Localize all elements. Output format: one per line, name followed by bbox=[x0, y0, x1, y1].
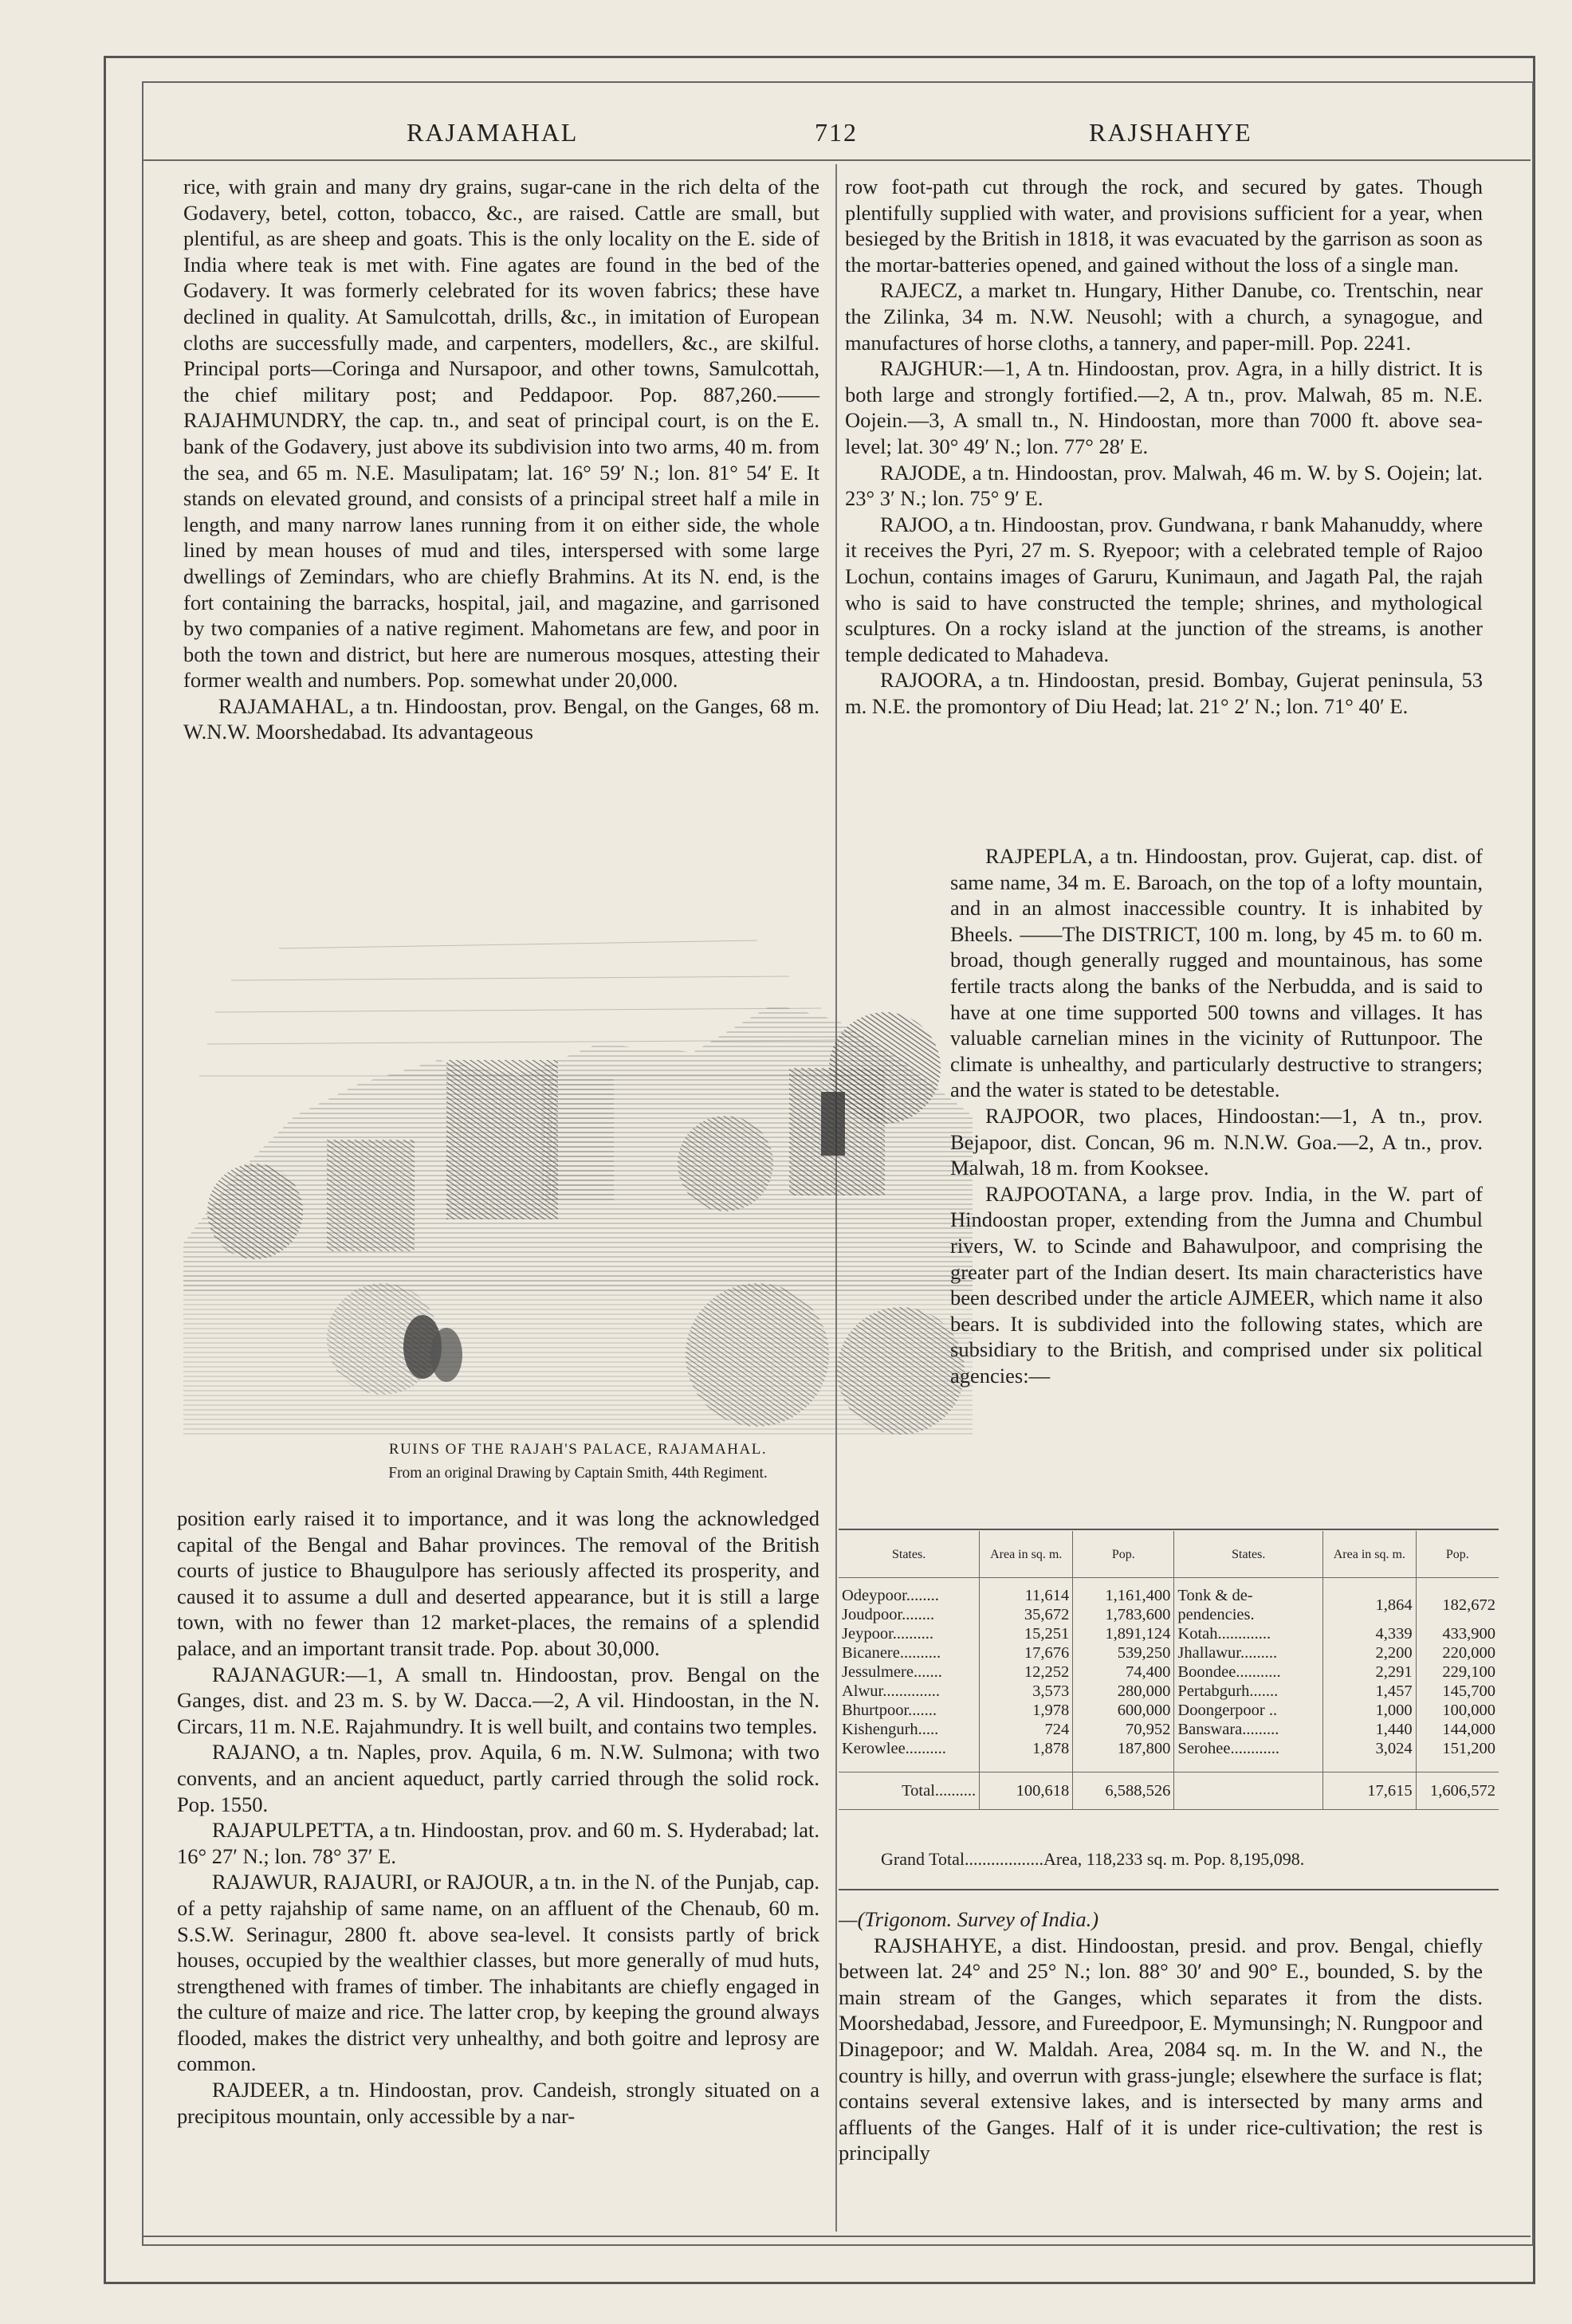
running-head-left: RAJAMAHAL bbox=[407, 118, 579, 147]
entry-rajoo: RAJOO, a tn. Hindoostan, prov. Gundwana, r bank Mahanuddy, where it receives the Pyri, 27 m. S. Ryepoor; with a celebrated temple of Rajoo Lochun, contains images of Garuru, Kunimaun, and Jagath Pal, the rajah who is said to have constructed the temple; shrines, and mythological sculptures. On a rocky island at the junction of the streams, is another temple dedicated to Mahadeva. bbox=[845, 512, 1483, 666]
entry-rajghur: RAJGHUR:—1, A tn. Hindoostan, prov. Agra, in a hilly district. It is both large and strongly fortified.—2, A tn., prov. Malwah, 85 m. N.E. Oojein.—3, A small tn., N. Hindoostan, more than 7000 ft. above sea-level; lat. 30° 49′ N.; lon. 77° 28′ E. bbox=[845, 356, 1483, 458]
entry-rajano: RAJANO, a tn. Naples, prov. Aquila, 6 m. N.W. Sulmona; with two convents, and an ancient aqueduct, partly carried through the solid rock. Pop. 1550. bbox=[177, 1740, 819, 1816]
entry-rajpepla: RAJPEPLA, a tn. Hindoostan, prov. Gujerat, cap. dist. of same name, 34 m. E. Baroach, on the top of a lofty mountain, and in an almost inaccessible country. It is inhabited by Bheels. ——The DISTRICT, 100 m. long, by 45 m. to 60 m. broad, though generally rugged and mountainous, has some fertile tracts along the banks of the Nerbudda, and is said to have at one time supported 500 towns and villages. It has valuable carnelian mines in the vicinity of Ruttunpoor. The climate is unhealthy, and particularly destructive to strangers; and the water is stated to be detestable. bbox=[950, 844, 1483, 1102]
left-column-bottom bbox=[177, 1505, 819, 2129]
grand-total: Grand Total..................Area, 118,233 sq. m. Pop. 8,195,098. bbox=[881, 1849, 1305, 1869]
paragraph: row foot-path cut through the rock, and secured by gates. Though plentifully supplied with water, and provisions sufficient for a year, when besieged by the British in 1818, it was evacuated by the garrison as soon as the mortar-batteries opened, and gained without the loss of a single man. bbox=[845, 175, 1483, 277]
entry-rajdeer: RAJDEER, a tn. Hindoostan, prov. Candeish, strongly situated on a precipitous mountain, only accessible by a nar- bbox=[177, 2078, 819, 2128]
caption-title: RUINS OF THE RAJAH'S PALACE, RAJAMAHAL. bbox=[388, 1441, 768, 1458]
entry-rajawur: RAJAWUR, RAJAURI, or RAJOUR, a tn. in the N. of the Punjab, cap. of a petty rajahship of same name, on an affluent of the Chenaub, 60 m. S.S.W. Serinagur, 2800 ft. above sea-level. It consists partly of brick houses, occupied by the wealthier classes, but more generally of mud huts, strengthened with frames of timber. The inhabitants are chiefly engaged in the culture of maize and rice. The latter crop, by keeping the ground always flooded, makes the district very unhealthy, and both goitre and leprosy are common. bbox=[177, 1870, 819, 2076]
table-cell: 1,864 4,339 2,200 2,291 1,457 1,000 1,440 3,024 bbox=[1323, 1586, 1417, 1758]
table-cell bbox=[1174, 1772, 1323, 1810]
total-label: Total.......... bbox=[839, 1772, 980, 1810]
entry-rajode: RAJODE, a tn. Hindoostan, prov. Malwah, 46 m. W. by S. Oojein; lat. 23° 3′ N.; lon. 75° 9′ E. bbox=[845, 460, 1483, 511]
header-rule bbox=[142, 159, 1531, 161]
footer-rule bbox=[142, 2236, 1531, 2237]
table-header: Area in sq. m. bbox=[980, 1531, 1073, 1578]
right-column-middle bbox=[950, 843, 1483, 1388]
column-rule-lower bbox=[835, 1502, 837, 2232]
table-cell: Tonk & de- pendencies. Kotah............. Jhallawur......... Boondee........... Pertabgurh....... Doongerpoor .. Banswara......... Serohee............ bbox=[1174, 1586, 1323, 1758]
total-right-pop: 1,606,572 bbox=[1416, 1772, 1499, 1810]
table-cell: Odeypoor........ Joudpoor........ Jeypoor.......... Bicanere.......... Jessulmere....... Alwur.............. Bhurtpoor....... Kishengurh..... Kerowlee.......... bbox=[842, 1586, 946, 1757]
entry-rajapulpetta: RAJAPULPETTA, a tn. Hindoostan, prov. and 60 m. S. Hyderabad; lat. 16° 27′ N.; lon. 78° 37′ E. bbox=[177, 1818, 819, 1868]
caption-credit: From an original Drawing by Captain Smith, 44th Regiment. bbox=[388, 1465, 768, 1482]
table-cell: 182,672 433,900 220,000 229,100 145,700 100,000 144,000 151,200 bbox=[1416, 1586, 1499, 1758]
table-header: Area in sq. m. bbox=[1323, 1531, 1417, 1578]
total-right-area: 17,615 bbox=[1323, 1772, 1417, 1810]
right-column-bottom bbox=[839, 1906, 1483, 2166]
running-head-right: RAJSHAHYE bbox=[1089, 118, 1252, 147]
table-cell: 1,161,400 1,783,600 1,891,124 539,250 74,400 280,000 600,000 70,952 187,800 bbox=[1073, 1586, 1174, 1758]
table-cell: 11,614 35,672 15,251 17,676 12,252 3,573 1,978 724 1,878 bbox=[980, 1586, 1073, 1758]
table-bottom-rule bbox=[839, 1889, 1499, 1890]
entry-rajecz: RAJECZ, a market tn. Hungary, Hither Danube, co. Trentschin, near the Zilinka, 34 m. N.W. Neusohl; with a church, a synagogue, and manufactures of horse cloths, a tannery, and paper-mill. Pop. 2241. bbox=[845, 278, 1483, 355]
left-column-top bbox=[183, 174, 819, 745]
table-header: Pop. bbox=[1416, 1531, 1499, 1578]
engraving-ruins-rajah-palace bbox=[183, 877, 973, 1435]
total-left-pop: 6,588,526 bbox=[1073, 1772, 1174, 1810]
entry-rajamahal: RAJAMAHAL, a tn. Hindoostan, prov. Bengal, on the Ganges, 68 m. W.N.W. Moorshedabad. Its advantageous bbox=[183, 693, 819, 744]
entry-rajpootana: RAJPOOTANA, a large prov. India, in the W. part of Hindoostan proper, extending from the Jumna and Chumbul rivers, W. to Scinde and Bahawulpoor, and comprising the greater part of the Indian desert. Its main characteristics have been described under the article AJMEER, which name it also bears. It is subdivided into the following states, which are subsidiary to the British, and comprised under six political agencies:— bbox=[950, 1181, 1483, 1388]
entry-rajanagur: RAJANAGUR:—1, A small tn. Hindoostan, prov. Bengal on the Ganges, dist. and 23 m. S. by W. Dacca.—2, A vil. Hindoostan, in the N. Circars, 11 m. N.E. Rajahmundry. It is well built, and contains two temples. bbox=[177, 1662, 819, 1738]
entry-rajoora: RAJOORA, a tn. Hindoostan, presid. Bombay, Gujerat peninsula, 53 m. N.E. the promontory of Diu Head; lat. 21° 2′ N.; lon. 71° 40′ E. bbox=[845, 668, 1483, 718]
table-header: States. bbox=[1174, 1531, 1323, 1578]
source-note: —(Trigonom. Survey of India.) bbox=[839, 1907, 1099, 1931]
paragraph: position early raised it to importance, and it was long the acknowledged capital of the Bengal and Bahar provinces. The removal of the British courts of justice to Bhaugulpore has seriously affected its prosperity, and caused it to assume a dull and deserted appearance, but it is still a large town, with no fewer than 12 market-places, the remains of a splendid palace, and an important transit trade. Pop. about 30,000. bbox=[177, 1506, 819, 1660]
right-column-top bbox=[845, 174, 1483, 719]
entry-rajpoor: RAJPOOR, two places, Hindoostan:—1, A tn., prov. Bejapoor, dist. Concan, 96 m. N.N.W. Goa.—2, A tn., prov. Malwah, 18 m. from Kooksee. bbox=[950, 1103, 1483, 1180]
entry-rajshahye: RAJSHAHYE, a dist. Hindoostan, presid. and prov. Bengal, chiefly between lat. 24° and 25° N.; lon. 88° 30′ and 90° E., bounded, S. by the main stream of the Ganges, which separates it from the dists. Moorshedabad, Jessore, and Fureedpoor, E. Mymunsingh; N. Rungpoor and Dinagepoor; and W. Maldah. Area, 2084 sq. m. In the W. and N., the country is hilly, and overrun with grass-jungle; elsewhere the surface is flat; contains several extensive lakes, and is intersected by many arms and affluents of the Ganges. Half of it is under rice-cultivation; the rest is principally bbox=[839, 1933, 1483, 2165]
table-header: States. bbox=[839, 1531, 980, 1578]
page-number: 712 bbox=[815, 118, 858, 147]
paragraph: rice, with grain and many dry grains, sugar-cane in the rich delta of the Godavery, betel, cotton, tobacco, &c., are raised. Cattle are small, but plentiful, as are sheep and goats. This is the only locality on the E. side of India where teak is met with. Fine agates are found in the bed of the Godavery. It was formerly celebrated for its woven fabrics; these have declined in quality. At Samulcottah, drills, &c., in imitation of European cloths are successfully made, and carpenters, modellers, &c., are skilful. Principal ports—Coringa and Nursapoor, and other towns, Samulcottah, the chief military post; and Peddapoor. Pop. 887,260.——RAJAHMUNDRY, the cap. tn., and seat of principal court, is on the E. bank of the Godavery, just above its subdivision into two arms, 40 m. from the sea, and 65 m. N.E. Masulipatam; lat. 16° 59′ N.; lon. 81° 54′ E. It stands on elevated ground, and consists of a principal street half a mile in length, and many narrow lanes running from it on either side, the whole lined by mean houses of mud and tiles, interspersed with some large dwellings of Zemindars, who are chiefly Brahmins. At its N. end, is the fort containing the barracks, hospital, jail, and magazine, and garrisoned by two companies of a native regiment. Mahometans are few, and poor in both the town and district, but here are numerous mosques, attesting their former wealth and numbers. Pop. somewhat under 20,000. bbox=[183, 175, 819, 693]
states-table bbox=[839, 1531, 1499, 1810]
table-header: Pop. bbox=[1073, 1531, 1174, 1578]
total-left-area: 100,618 bbox=[980, 1772, 1073, 1810]
table-top-rule bbox=[839, 1529, 1499, 1530]
